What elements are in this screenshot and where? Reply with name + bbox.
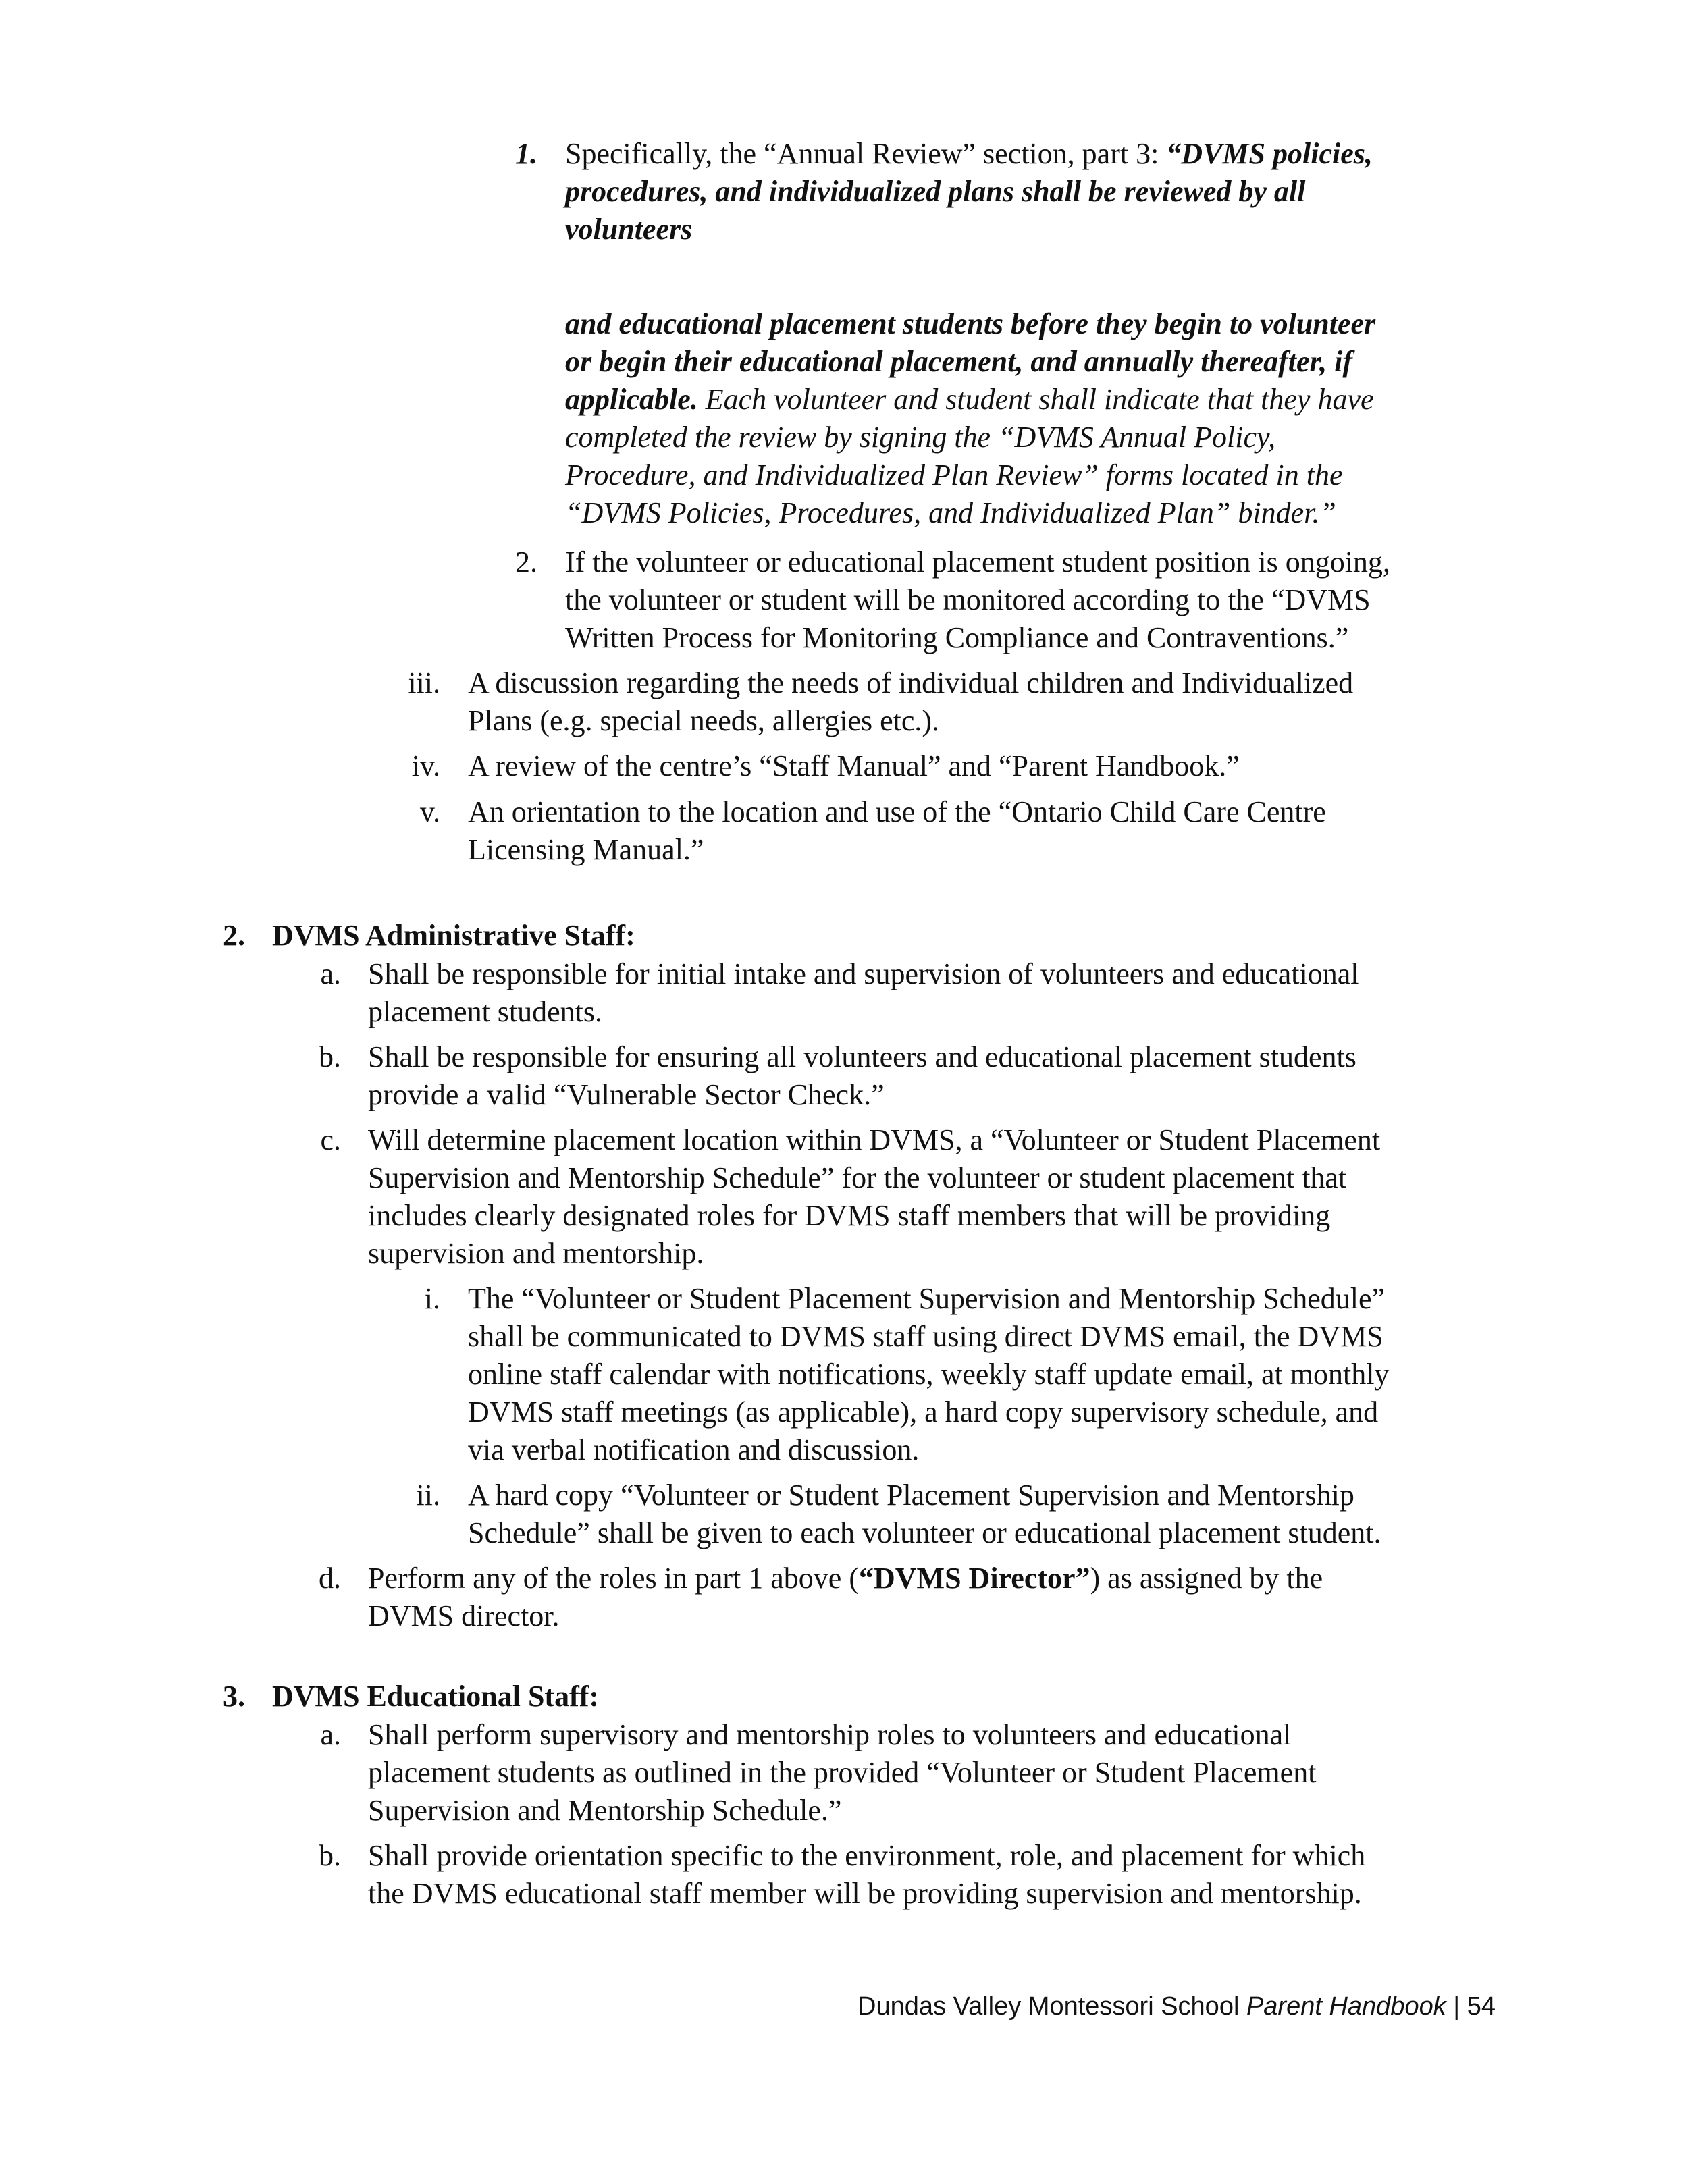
item-2-number: 2.: [515, 545, 537, 579]
item-1-line-6-italic: Each volunteer and student shall indicate that they have: [697, 383, 1374, 416]
section-2-c-i-label: i.: [424, 1282, 440, 1315]
section-3-number: 3.: [223, 1680, 245, 1713]
item-1-line-1-emphasis: “DVMS policies,: [1166, 137, 1373, 170]
roman-v-line-1: An orientation to the location and use of the “Ontario Child Care Centre: [468, 795, 1326, 828]
section-2-c-line-3: includes clearly designated roles for DVMS staff members that will be providing: [368, 1199, 1331, 1232]
section-3-a-line-1: Shall perform supervisory and mentorship roles to volunteers and educational: [368, 1718, 1292, 1751]
item-1-number: 1.: [515, 137, 537, 170]
footer-page-number: 54: [1467, 1992, 1496, 2021]
item-1-line-9: “DVMS Policies, Procedures, and Individualized Plan” binder.”: [565, 496, 1336, 529]
section-2-a-label: a.: [320, 957, 341, 990]
section-2-d-line-1-bold: “DVMS Director”: [859, 1562, 1090, 1595]
section-3-a-line-3: Supervision and Mentorship Schedule.”: [368, 1794, 842, 1827]
section-2-b-line-1: Shall be responsible for ensuring all volunteers and educational placement students: [368, 1040, 1356, 1073]
item-1-line-1-plain: Specifically, the “Annual Review” section, part 3:: [565, 137, 1167, 170]
section-2-c-line-1: Will determine placement location within DVMS, a “Volunteer or Student Placement: [368, 1123, 1381, 1156]
item-1-line-3: volunteers: [565, 213, 693, 246]
section-3-b-line-1: Shall provide orientation specific to the environment, role, and placement for which: [368, 1839, 1366, 1872]
item-1-line-4: and educational placement students before they begin to volunteer: [565, 307, 1376, 340]
section-2-c-i-line-4: DVMS staff meetings (as applicable), a hard copy supervisory schedule, and: [468, 1395, 1379, 1429]
item-1-line-1: [565, 135, 1373, 173]
section-2-c-i-line-1: The “Volunteer or Student Placement Supervision and Mentorship Schedule”: [468, 1282, 1386, 1315]
section-2-d-line-1: [368, 1560, 1323, 1597]
section-2-d-label: d.: [319, 1562, 341, 1595]
section-2-c-i-line-5: via verbal notification and discussion.: [468, 1433, 920, 1466]
section-3-a-line-2: placement students as outlined in the provided “Volunteer or Student Placement: [368, 1756, 1317, 1789]
section-2-c-i-line-2: shall be communicated to DVMS staff using direct DVMS email, the DVMS: [468, 1320, 1383, 1353]
section-2-c-ii-line-2: Schedule” shall be given to each volunteer or educational placement student.: [468, 1516, 1381, 1549]
section-2-c-i-line-3: online staff calendar with notifications, weekly staff update email, at monthly: [468, 1358, 1390, 1391]
item-1-line-2: procedures, and individualized plans shall be reviewed by all: [565, 175, 1306, 208]
section-2-b-line-2: provide a valid “Vulnerable Sector Check.”: [368, 1078, 885, 1111]
section-3-b-label: b.: [319, 1839, 341, 1872]
item-1-line-6-emphasis: applicable.: [565, 383, 698, 416]
section-2-c-line-2: Supervision and Mentorship Schedule” for the volunteer or student placement that: [368, 1161, 1347, 1194]
section-2-b-label: b.: [319, 1040, 341, 1073]
item-2-line-3: Written Process for Monitoring Compliance and Contraventions.”: [565, 621, 1349, 654]
section-2-heading: DVMS Administrative Staff:: [272, 919, 635, 952]
section-2-c-line-4: supervision and mentorship.: [368, 1237, 704, 1270]
section-2-number: 2.: [223, 919, 245, 952]
section-2-a-line-1: Shall be responsible for initial intake and supervision of volunteers and educational: [368, 957, 1359, 990]
section-2-c-ii-label: ii.: [416, 1479, 440, 1512]
roman-iii-line-2: Plans (e.g. special needs, allergies etc.).: [468, 704, 940, 737]
item-1-line-6: [565, 381, 1374, 419]
item-1-line-8: Procedure, and Individualized Plan Review” forms located in the: [565, 458, 1343, 491]
roman-v-line-2: Licensing Manual.”: [468, 833, 704, 866]
roman-v-label: v.: [419, 795, 440, 828]
section-2-a-line-2: placement students.: [368, 995, 603, 1028]
item-1-line-5: or begin their educational placement, and annually thereafter, if: [565, 345, 1353, 378]
section-2-d-line-2: DVMS director.: [368, 1599, 560, 1632]
roman-iii-label: iii.: [408, 666, 440, 699]
section-2-d-line-1-post: ) as assigned by the: [1090, 1562, 1323, 1595]
item-2-line-1: If the volunteer or educational placement student position is ongoing,: [565, 545, 1390, 579]
roman-iv-line-1: A review of the centre’s “Staff Manual” and “Parent Handbook.”: [468, 749, 1240, 782]
item-1-line-7: completed the review by signing the “DVMS Annual Policy,: [565, 421, 1276, 454]
page-footer: [858, 1990, 1496, 2023]
section-2-c-ii-line-1: A hard copy “Volunteer or Student Placement Supervision and Mentorship: [468, 1479, 1354, 1512]
roman-iii-line-1: A discussion regarding the needs of individual children and Individualized: [468, 666, 1354, 699]
section-3-heading: DVMS Educational Staff:: [272, 1680, 600, 1713]
footer-school-name: Dundas Valley Montessori School: [858, 1992, 1246, 2021]
section-3-a-label: a.: [320, 1718, 341, 1751]
footer-separator: |: [1446, 1992, 1467, 2021]
section-3-b-line-2: the DVMS educational staff member will be providing supervision and mentorship.: [368, 1877, 1362, 1910]
footer-document-name: Parent Handbook: [1246, 1992, 1446, 2021]
section-2-c-label: c.: [320, 1123, 341, 1156]
section-2-d-line-1-pre: Perform any of the roles in part 1 above (: [368, 1562, 859, 1595]
item-2-line-2: the volunteer or student will be monitored according to the “DVMS: [565, 583, 1371, 616]
roman-iv-label: iv.: [411, 749, 440, 782]
